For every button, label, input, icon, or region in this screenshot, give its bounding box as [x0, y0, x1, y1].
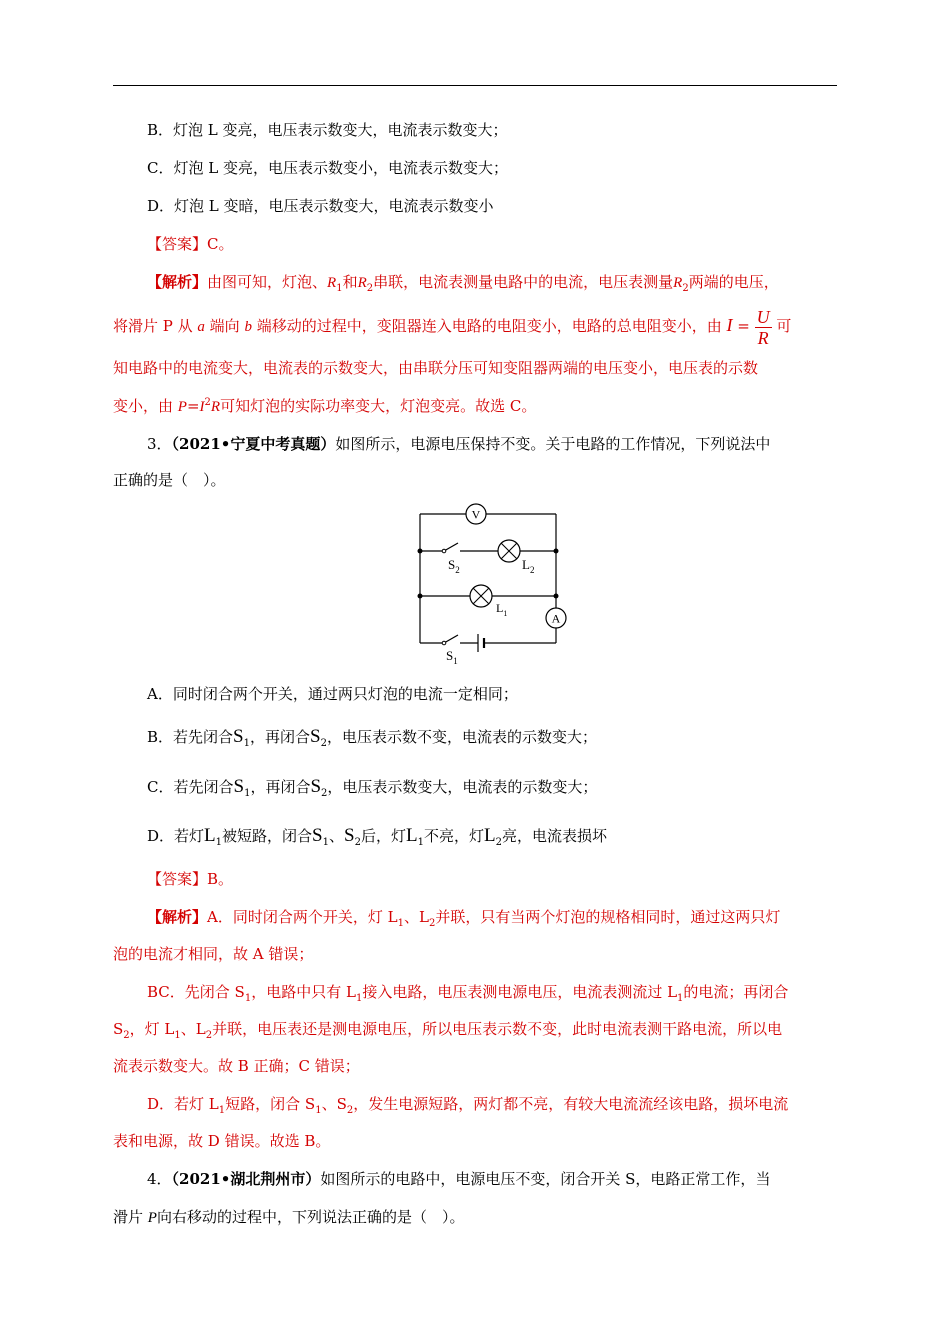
q3-analysis-d1: D．若灯 $L_1$短路，闭合 $S_1$、$S_2$，发生电源短路，两灯都不亮，有较大电流流经该电路，损坏电流 [147, 1095, 789, 1116]
q3-source: （2021•宁夏中考真题） [171, 435, 336, 453]
ammeter-icon [546, 608, 566, 628]
lamp-l2-icon [498, 540, 520, 562]
label-l2: $L_2$ [522, 557, 535, 575]
q3-analysis-b2: $S_2$，灯 $L_1$、$L_2$并联，电压表还是测电源电压，所以电压表示数不变，此时电流表测干路电流，所以电 [113, 1020, 783, 1041]
q3-analysis-b3: 流表示数变大。故 B 正确；C 错误； [113, 1057, 360, 1075]
circuit-diagram [410, 498, 580, 670]
q3-analysis-d2: 表和电源，故 D 错误。故选 B。 [113, 1132, 331, 1150]
q3-option-c: C．若先闭合$S_1$，再闭合$S_2$，电压表示数变大，电流表的示数变大； [147, 776, 598, 799]
svg-text:A: A [551, 611, 561, 626]
q3-analysis-a2: 泡的电流才相同，故 A 错误； [113, 945, 314, 963]
q3-answer: 【答案】B。 [147, 870, 234, 888]
q3-analysis-a1: 【解析】A．同时闭合两个开关，灯 $L_1$、$L_2$并联，只有当两个灯泡的规格相同时，通过这两只灯 [147, 908, 781, 929]
q4-source: （2021•湖北荆州市） [171, 1170, 321, 1188]
lamp-l1-icon [470, 585, 492, 607]
q2-analysis-line1: 【解析】由图可知，灯泡、$R_1$和$R_2$串联，电流表测量电路中的电流，电压表测量$R_2$两端的电压， [147, 273, 779, 294]
ohms-law-fraction: $\frac{U}{R}$ [756, 306, 770, 348]
svg-text:V: V [471, 507, 481, 522]
q4-stem-line1: 4．（2021•湖北荆州市）如图所示的电路中，电源电压不变，闭合开关 S，电路正常工作，当 [147, 1170, 771, 1188]
q2-answer: 【答案】C。 [147, 235, 234, 253]
q2-analysis-line2: 将滑片 P 从 a 端向 b 端移动的过程中，变阻器连入电路的电阻变小，电路的总电阻变小，由 I = $\frac{U}{R}$ 可 [113, 306, 792, 348]
q2-analysis-line3: 知电路中的电流变大，电流表的示数变大，由串联分压可知变阻器两端的电压变小，电压表的示数 [113, 359, 759, 377]
q3-stem-line1: 3．（2021•宁夏中考真题）如图所示，电源电压保持不变。关于电路的工作情况，下列说法中 [147, 435, 771, 453]
analysis-tag: 【解析】 [147, 273, 208, 291]
q4-stem-line2: 滑片 P向右移动的过程中，下列说法正确的是（ ）。 [113, 1208, 465, 1226]
q2-option-d: D．灯泡 L 变暗，电压表示数变大，电流表示数变小 [147, 197, 494, 215]
q3-stem-line2: 正确的是（ ）。 [113, 471, 226, 489]
ohms-law-I: I [726, 315, 733, 335]
q2-option-b: B．灯泡 L 变亮，电压表示数变大，电流表示数变大； [147, 121, 508, 139]
label-s2: $S_2$ [448, 557, 460, 575]
q3-option-b: B．若先闭合$S_1$，再闭合$S_2$，电压表示数不变，电流表的示数变大； [147, 726, 597, 749]
label-l1: $L_1$ [496, 601, 508, 618]
q3-option-a: A．同时闭合两个开关，通过两只灯泡的电流一定相同； [147, 685, 518, 703]
header-rule [113, 85, 837, 86]
q3-analysis-b1: BC．先闭合 $S_1$，电路中只有 $L_1$接入电路，电压表测电源电压，电流表测流过 $L_1$的电流；再闭合 [147, 983, 789, 1004]
q2-option-c: C．灯泡 L 变亮，电压表示数变小，电流表示数变大； [147, 159, 508, 177]
q2-analysis-line4: 变小，由 $P=I^2R$可知灯泡的实际功率变大，灯泡变亮。故选 C。 [113, 397, 537, 415]
voltmeter-icon [466, 504, 486, 524]
label-s1: $S_1$ [446, 648, 458, 666]
q3-option-d: D．若灯$L_1$被短路，闭合$S_1$、$S_2$后，灯$L_1$不亮，灯$L_2$亮，电流表损坏 [147, 825, 607, 848]
